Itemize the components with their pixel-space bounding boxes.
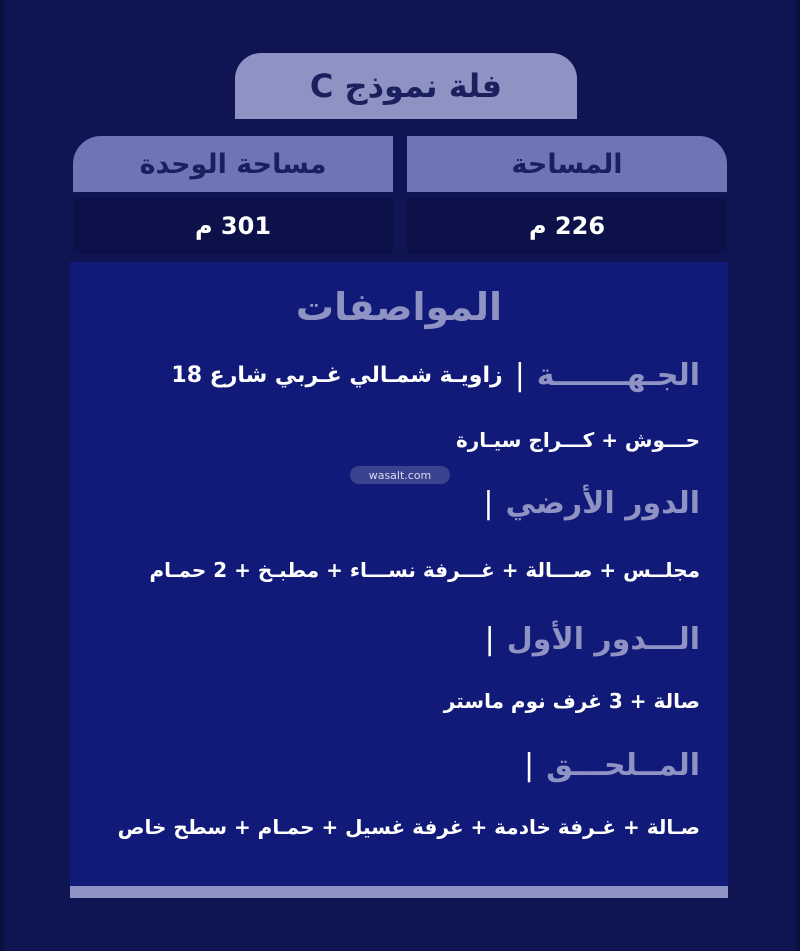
watermark-text: wasalt.com	[368, 468, 432, 482]
separator: |	[514, 358, 525, 393]
separator: |	[483, 486, 494, 521]
ground-floor-value: مجلــس + صـــالة + غـــرفة نســـاء + مطبـخ + 2 حمـام	[149, 558, 700, 582]
right-edge	[796, 0, 800, 951]
specs-heading: المواصفات	[295, 285, 503, 329]
unit-area-value: 301 م	[73, 198, 393, 254]
left-edge	[0, 0, 4, 951]
villa-title: فلة نموذج C	[235, 53, 577, 119]
direction-value: زاويـة شمـالي غـربي شارع 18	[171, 363, 503, 388]
direction-extra: حـــوش + كـــراج سيـارة	[455, 428, 700, 452]
separator: |	[524, 748, 535, 783]
annex-label: المــلحـــق	[546, 748, 700, 783]
direction-label: الجـهـــــــة	[536, 358, 700, 393]
direction-row	[90, 358, 700, 393]
separator: |	[484, 622, 495, 657]
annex-row	[90, 748, 700, 783]
first-floor-value: صالة + 3 غرف نوم ماستر	[443, 689, 700, 713]
ground-floor-row	[90, 486, 700, 521]
bottom-bar	[70, 886, 728, 898]
annex-value: صـالة + غـرفة خادمة + غرفة غسيل + حمـام + سطح خاص	[117, 815, 700, 839]
watermark	[350, 466, 450, 484]
area-value: 226 م	[407, 198, 727, 254]
first-floor-label: الـــدور الأول	[506, 622, 700, 657]
area-header: المساحة	[407, 136, 727, 192]
unit-area-header: مساحة الوحدة	[73, 136, 393, 192]
ground-floor-label: الدور الأرضي	[505, 486, 700, 521]
first-floor-row	[90, 622, 700, 657]
